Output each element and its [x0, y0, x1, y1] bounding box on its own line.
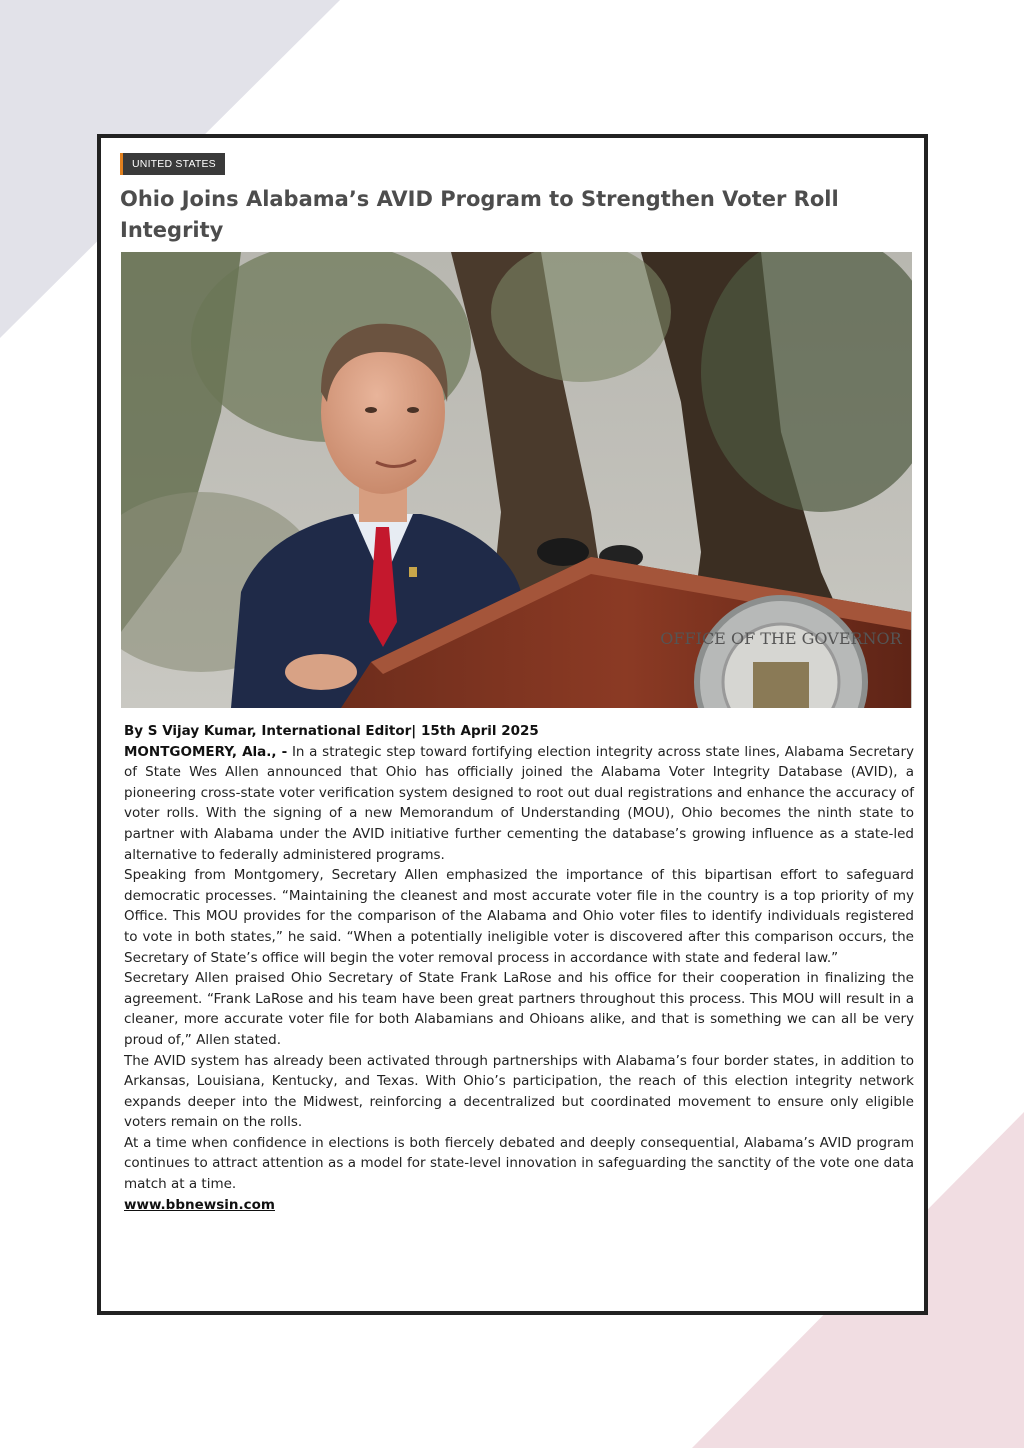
byline: By S Vijay Kumar, International Editor| 15th April 2025 [124, 723, 539, 739]
paragraph: Speaking from Montgomery, Secretary Allen emphasized the importance of this bipartisan effort to safeguard democratic processes. “Maintaining the cleanest and most accurate voter file in the country is a top priority of my Office. This MOU provides for the comparison of the Alabama and Ohio voter files to identify individuals registered to vote in both states,” he said. “When a potentially ineligible voter is discovered after this comparison occurs, the Secretary of State’s office will begin the voter removal process in accordance with state and federal law.” [124, 867, 914, 966]
lead-paragraph [124, 742, 914, 866]
article-card [97, 134, 928, 1315]
dateline: MONTGOMERY, Ala., - [124, 743, 288, 760]
category-tag[interactable]: UNITED STATES [120, 153, 225, 175]
article-body [124, 721, 914, 1215]
website-link[interactable]: www.bbnewsin.com [124, 1196, 275, 1213]
speaker-at-podium-image [121, 252, 912, 708]
paragraph: At a time when confidence in elections is both fiercely debated and deeply consequential, Alabama’s AVID program continues to attract attention as a model for state-level innovation in safeguarding the sanctity of the vote one data match at a time. [124, 1134, 914, 1193]
article-title: Ohio Joins Alabama’s AVID Program to Strengthen Voter Roll Integrity [120, 187, 839, 242]
seal-text: OFFICE OF THE GOVERNOR [660, 629, 902, 648]
lead-text: In a strategic step toward fortifying election integrity across state lines, Alabama Secretary of State Wes Allen announced that Ohio has officially joined the Alabama Voter Integrity Database (AVID), a pioneering cross-state voter verification system designed to root out dual registrations and enhance the accuracy of voter rolls. With the signing of a new Memorandum of Understanding (MOU), Ohio becomes the ninth state to partner with Alabama under the AVID initiative further cementing the database’s growing influence as a state-led alternative to federally administered programs. [124, 743, 914, 863]
article-photo [121, 252, 912, 708]
paragraph: Secretary Allen praised Ohio Secretary of State Frank LaRose and his office for their cooperation in finalizing the agreement. “Frank LaRose and his team have been great partners throughout this process. This MOU will result in a cleaner, more accurate voter file for both Alabamians and Ohioans alike, and that is something we can all be very proud of,” Allen stated. [124, 970, 914, 1048]
paragraph: The AVID system has already been activated through partnerships with Alabama’s four border states, in addition to Arkansas, Louisiana, Kentucky, and Texas. With Ohio’s participation, the reach of this election integrity network expands deeper into the Midwest, reinforcing a decentralized but coordinated movement to ensure only eligible voters remain on the rolls. [124, 1052, 914, 1131]
